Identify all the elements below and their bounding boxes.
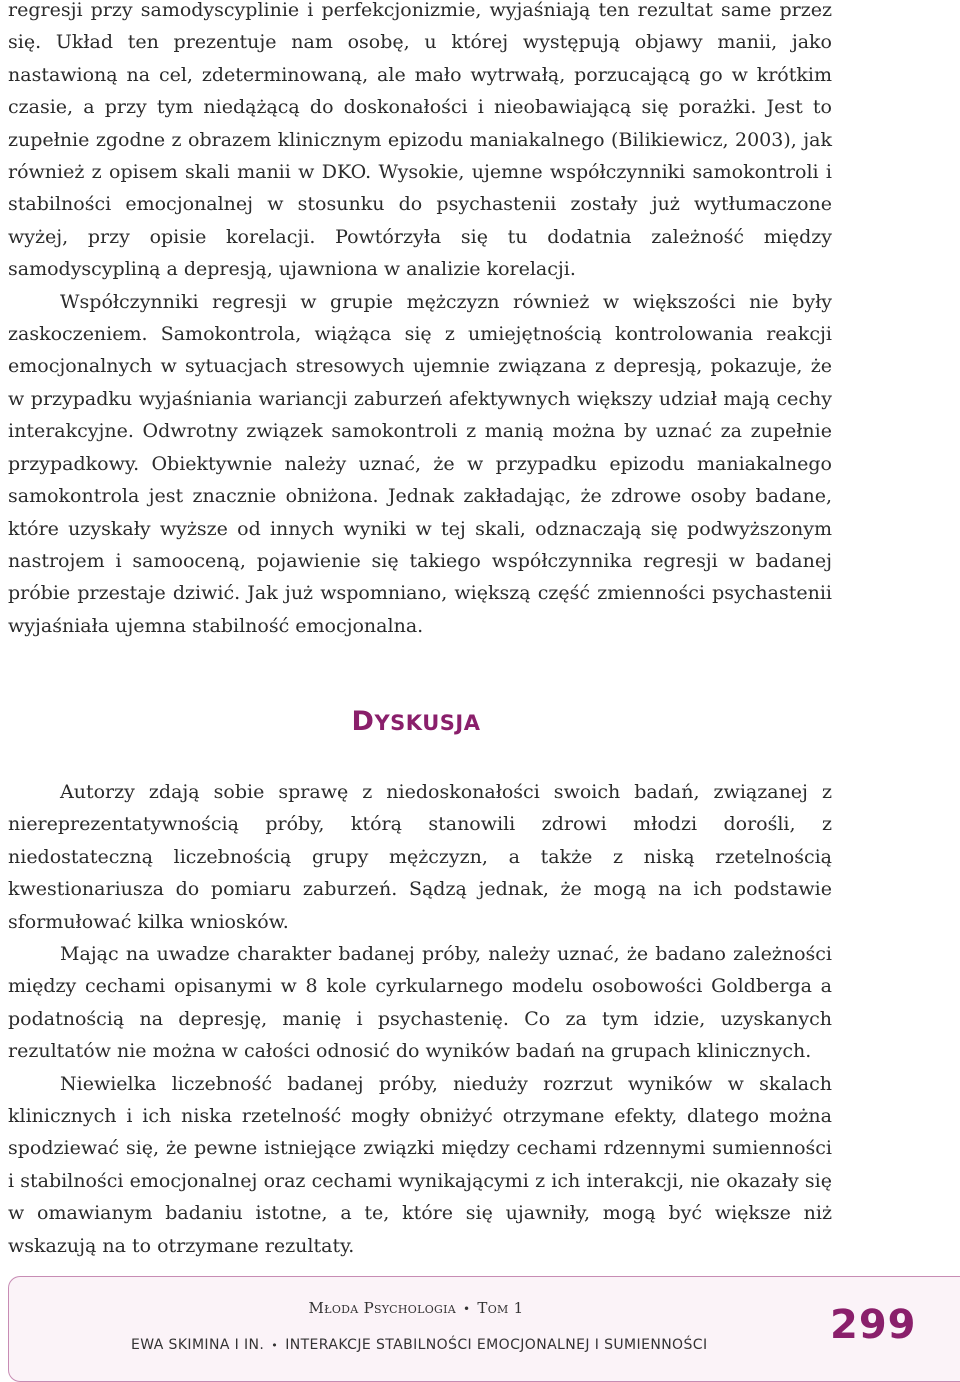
- journal-volume: Tom 1: [477, 1299, 524, 1317]
- journal-line: [0, 1299, 832, 1317]
- section-heading-discussion: [0, 706, 832, 737]
- separator-dot: •: [463, 1302, 471, 1316]
- heading-initial: D: [351, 706, 375, 737]
- discussion-paragraph-2: Mając na uwadze charakter badanej próby, należy uznać, że badano zależności między cechami opisanymi w 8 kole cyrkularnego modelu osobowości Goldberga a podatnością na depresję, manię i psychastenię. Co za tym idzie, uzyskanych rezultatów nie można w całości odnosić do wyników badań na grupach klinicznych.: [8, 943, 832, 1063]
- article-authors: EWA SKIMINA I IN.: [131, 1337, 265, 1353]
- discussion-paragraph-1: Autorzy zdają sobie sprawę z niedoskonałości swoich badań, związanej z niereprezentatywnością próby, którą stanowili zdrowi młodzi dorośli, z niedostateczną liczebnością grupy mężczyzn, a także z niską rzetelnością kwestionariusza do pomiaru zaburzeń. Sądzą jednak, że mogą na ich podstawie sformułować kilka wniosków.: [8, 781, 832, 933]
- paragraph-continued: regresji przy samodyscyplinie i perfekcjonizmie, wyjaśniają ten rezultat same przez się. Układ ten prezentuje nam osobę, u której występują objawy manii, jako nastawioną na cel, zdeterminowaną, ale mało wytrwałą, porzucającą go w krótkim czasie, a przy tym niedążącą do doskonałości i nieobawiającą się porażki. Jest to zupełnie zgodne z obrazem klinicznym epizodu maniakalnego (Bilikiewicz, 2003), jak również z opisem skali manii w DKO. Wysokie, ujemne współczynniki samokontroli i stabilności emocjonalnej w stosunku do psychastenii zostały już wytłumaczone wyżej, przy opisie korelacji. Powtórzyła się tu dodatnia zależność między samodyscypliną a depresją, ujawniona w analizie korelacji.: [8, 0, 832, 281]
- heading-rest: YSKUSJA: [374, 711, 481, 735]
- discussion-text-block: [8, 776, 832, 1262]
- article-line: [131, 1337, 707, 1353]
- page-number: 299: [830, 1302, 917, 1348]
- separator-dot: •: [271, 1339, 279, 1352]
- results-text-block: [8, 0, 832, 642]
- journal-name: Młoda Psychologia: [308, 1299, 456, 1317]
- page-footer-box: [8, 1276, 960, 1382]
- discussion-paragraph-3: Niewielka liczebność badanej próby, nieduży rozrzut wyników w skalach klinicznych i ich niska rzetelność mogły obniżyć otrzymane efekty, dlatego można spodziewać się, że pewne istniejące związki między cechami rdzennymi sumienności i stabilności emocjonalnej oraz cechami wynikającymi z ich interakcji, nie okazały się w omawianym badaniu istotne, a te, które się ujawniły, mogą być większe niż wskazują na to otrzymane rezultaty.: [8, 1072, 832, 1257]
- article-title: INTERAKCJE STABILNOŚCI EMOCJONALNEJ I SUMIENNOŚCI: [285, 1337, 708, 1353]
- paragraph-men-regression: Współczynniki regresji w grupie mężczyzn również w większości nie były zaskoczeniem. Samokontrola, wiążąca się z umiejętnością kontrolowania reakcji emocjonalnych w sytuacjach stresowych ujemnie związana z depresją, pokazuje, że w przypadku wyjaśniania wariancji zaburzeń afektywnych większy udział mają cechy interakcyjne. Odwrotny związek samokontroli z manią można by uznać za zupełnie przypadkowy. Obiektywnie należy uznać, że w przypadku epizodu maniakalnego samokontrola jest znacznie obniżona. Jednak zakładając, że zdrowe osoby badane, które uzyskały wyższe od innych wyniki w tej skali, odznaczają się podwyższonym nastrojem i samooceną, pojawienie się takiego współczynnika regresji w badanej próbie przestaje dziwić. Jak już wspomniano, większą część zmienności psychastenii wyjaśniała ujemna stabilność emocjonalna.: [8, 290, 832, 637]
